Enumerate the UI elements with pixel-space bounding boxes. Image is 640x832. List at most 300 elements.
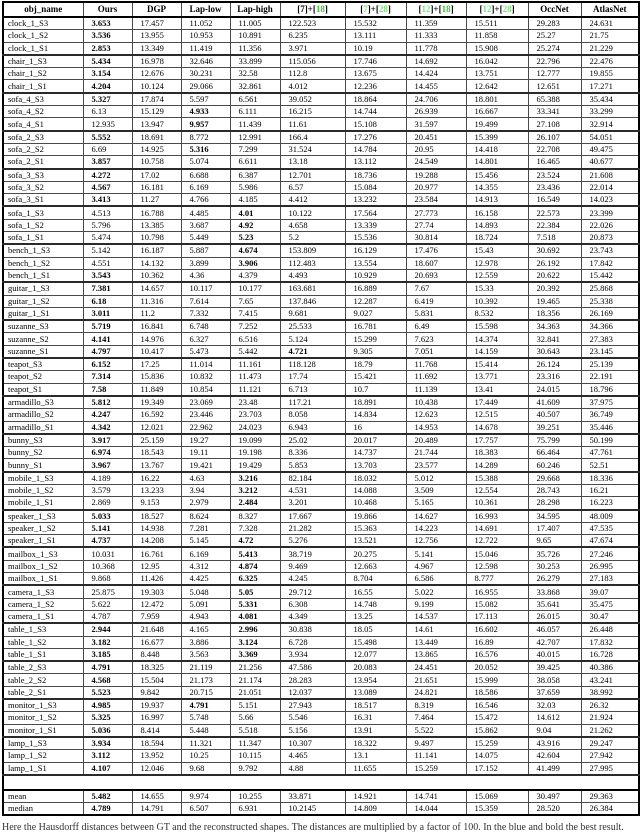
row-label: teapot_S2	[3, 371, 83, 383]
value-cell: 11.014	[181, 358, 230, 371]
value-cell: 43.241	[581, 674, 639, 686]
value-cell: 15.399	[466, 131, 528, 144]
value-cell: 5.597	[181, 93, 230, 106]
value-cell: 18.05	[345, 623, 406, 636]
value-cell: 18.891	[345, 396, 406, 409]
value-cell: 11.356	[230, 42, 280, 55]
value-cell: 34.363	[528, 320, 581, 333]
value-cell: 16.187	[132, 244, 181, 257]
table-row	[3, 750, 639, 762]
value-cell: 22.796	[528, 55, 581, 68]
value-cell: 5.474	[83, 232, 132, 245]
row-label: lamp_1_S3	[3, 737, 83, 750]
value-cell: 27.74	[406, 219, 466, 231]
value-cell: 13.449	[406, 636, 466, 648]
table-row	[3, 93, 639, 106]
value-cell: 12.046	[132, 762, 181, 775]
value-cell: 10.361	[466, 497, 528, 510]
value-cell: 115.056	[280, 55, 345, 68]
header-text: ]+[	[367, 4, 379, 14]
table-row	[3, 333, 639, 345]
value-cell: 17.476	[406, 244, 466, 257]
value-cell: 22.708	[528, 143, 581, 155]
value-cell: 13.675	[345, 68, 406, 80]
value-cell: 137.846	[280, 295, 345, 307]
table-row	[3, 282, 639, 295]
value-cell: 15.414	[466, 358, 528, 371]
row-label: sofa_4_S3	[3, 93, 83, 106]
value-cell: 11.316	[132, 295, 181, 307]
header-text: Lap-high	[237, 4, 273, 14]
value-cell: 60.246	[528, 459, 581, 472]
value-cell: 19.11	[181, 447, 230, 459]
value-cell: 16.129	[345, 244, 406, 257]
value-cell: 27.943	[280, 699, 345, 712]
table-row	[3, 674, 639, 686]
value-cell: 38.058	[528, 674, 581, 686]
value-cell: 8.336	[280, 447, 345, 459]
value-cell: 23.48	[230, 396, 280, 409]
value-cell: 25.159	[132, 434, 181, 447]
value-cell: 6.49	[406, 320, 466, 333]
row-label: camera_1_S1	[3, 610, 83, 623]
value-cell: 21.75	[581, 30, 639, 42]
value-cell: 23.703	[230, 409, 280, 421]
value-cell: 65.388	[528, 93, 581, 106]
value-cell: 16.667	[466, 106, 528, 118]
row-label: camera_1_S3	[3, 585, 83, 598]
value-cell: 21.648	[132, 623, 181, 636]
value-cell: 10.758	[132, 156, 181, 169]
column-header	[3, 2, 83, 17]
value-cell: 14.913	[466, 194, 528, 207]
value-cell: 17.842	[581, 257, 639, 269]
value-cell: 9.681	[280, 307, 345, 320]
value-cell: 13.233	[132, 484, 181, 496]
header-text: DGP	[147, 4, 166, 14]
value-cell: 8.414	[132, 724, 181, 737]
value-cell: 32.861	[230, 80, 280, 93]
value-cell: 9.957	[181, 118, 230, 131]
header-text: OccNet	[540, 4, 569, 14]
value-cell: 17.25	[132, 358, 181, 371]
value-cell: 4.01	[230, 206, 280, 219]
value-cell: 21.282	[280, 522, 345, 534]
row-label: speaker_1_S2	[3, 522, 83, 534]
value-cell: 22.014	[581, 181, 639, 193]
row-label: mean	[3, 790, 83, 803]
value-cell: 11.359	[406, 17, 466, 30]
value-cell: 29.247	[581, 737, 639, 750]
value-cell: 15.456	[466, 169, 528, 182]
value-cell: 7.252	[230, 320, 280, 333]
value-cell: 17.757	[466, 434, 528, 447]
value-cell: 117.21	[280, 396, 345, 409]
header-text: ]+[	[491, 4, 503, 14]
value-cell: 16.158	[466, 206, 528, 219]
row-label: teapot_S3	[3, 358, 83, 371]
value-cell: 3.579	[83, 484, 132, 496]
value-cell: 32.03	[528, 699, 581, 712]
value-cell: 3.857	[83, 156, 132, 169]
value-cell: 27.108	[528, 118, 581, 131]
value-cell: 5.434	[83, 55, 132, 68]
value-cell: 4.551	[83, 257, 132, 269]
value-cell: 6.69	[83, 143, 132, 155]
value-cell: 14.023	[581, 194, 639, 207]
row-label: mobile_1_S3	[3, 472, 83, 485]
value-cell: 10.438	[406, 396, 466, 409]
value-cell: 6.728	[280, 636, 345, 648]
value-cell: 8.327	[230, 510, 280, 523]
value-cell: 6.13	[83, 106, 132, 118]
value-cell: 25.274	[528, 42, 581, 55]
value-cell: 4.567	[83, 181, 132, 193]
value-cell: 2.979	[181, 497, 230, 510]
value-cell: 118.128	[280, 358, 345, 371]
value-cell: 19.099	[230, 434, 280, 447]
header-text: 18	[441, 4, 451, 14]
value-cell: 15.536	[345, 232, 406, 245]
value-cell: 10.19	[345, 42, 406, 55]
value-cell: 14.809	[345, 803, 406, 816]
value-cell: 19.303	[132, 585, 181, 598]
table-row	[3, 585, 639, 598]
value-cell: 21.173	[181, 674, 230, 686]
value-cell: 112.8	[280, 68, 345, 80]
value-cell: 11.321	[181, 737, 230, 750]
value-cell: 39.052	[280, 93, 345, 106]
value-cell: 14.692	[406, 55, 466, 68]
value-cell: 11.692	[406, 371, 466, 383]
value-cell: 4.513	[83, 206, 132, 219]
row-label: speaker_1_S3	[3, 510, 83, 523]
value-cell: 20.977	[406, 181, 466, 193]
value-cell: 20.622	[528, 269, 581, 282]
value-cell: 11.139	[406, 383, 466, 396]
value-cell: 10.177	[230, 282, 280, 295]
value-cell: 10.953	[181, 30, 230, 42]
value-cell: 8.704	[345, 573, 406, 586]
value-cell: 5.748	[181, 712, 230, 724]
value-cell: 16.223	[581, 497, 639, 510]
value-cell: 13.112	[345, 156, 406, 169]
value-cell: 18.356	[528, 307, 581, 320]
value-cell: 16.55	[345, 585, 406, 598]
value-cell: 12.077	[345, 648, 406, 661]
value-cell: 11.419	[181, 42, 230, 55]
value-cell: 3.94	[181, 484, 230, 496]
value-cell: 13.25	[345, 610, 406, 623]
value-cell: 15.046	[466, 547, 528, 560]
value-cell: 4.012	[280, 80, 345, 93]
value-cell: 16.728	[581, 648, 639, 661]
value-cell: 7.415	[230, 307, 280, 320]
value-cell: 5.482	[83, 790, 132, 803]
value-cell: 33.868	[528, 585, 581, 598]
value-cell: 7.381	[83, 282, 132, 295]
value-cell: 4.141	[83, 333, 132, 345]
value-cell: 5.151	[230, 699, 280, 712]
row-label: monitor_1_S3	[3, 699, 83, 712]
value-cell: 5.091	[181, 598, 230, 610]
table-row	[3, 459, 639, 472]
value-cell: 17.02	[132, 169, 181, 182]
value-cell: 2.484	[230, 497, 280, 510]
value-cell: 15.836	[132, 371, 181, 383]
table-row	[3, 181, 639, 193]
value-cell: 16.788	[132, 206, 181, 219]
value-cell: 6.561	[230, 93, 280, 106]
header-text: 28	[502, 4, 512, 14]
value-cell: 18.724	[466, 232, 528, 245]
value-cell: 5.325	[83, 712, 132, 724]
row-label: table_1_S3	[3, 623, 83, 636]
value-cell: 54.051	[581, 131, 639, 144]
value-cell: 14.159	[466, 345, 528, 358]
table-row	[3, 421, 639, 434]
value-cell: 27.773	[406, 206, 466, 219]
value-cell: 18.032	[345, 472, 406, 485]
value-cell: 5.2	[280, 232, 345, 245]
value-cell: 16.993	[466, 510, 528, 523]
value-cell: 15.532	[345, 17, 406, 30]
value-cell: 13.955	[132, 30, 181, 42]
value-cell: 25.533	[280, 320, 345, 333]
value-cell: 6.507	[181, 803, 230, 816]
value-cell: 17.271	[581, 80, 639, 93]
table-caption: Here the Hausdorff distances between GT and the reconstructed shapes. The distances are multiplied by a factor of 100. In the blue and bold the best result.	[2, 822, 624, 832]
value-cell: 11.426	[132, 573, 181, 586]
value-cell: 17.74	[280, 371, 345, 383]
value-cell: 25.868	[581, 282, 639, 295]
value-cell: 14.455	[406, 80, 466, 93]
value-cell: 5.812	[83, 396, 132, 409]
table-row	[3, 206, 639, 219]
value-cell: 23.316	[528, 371, 581, 383]
table-row	[3, 345, 639, 358]
value-cell: 16.602	[466, 623, 528, 636]
value-cell: 31.524	[280, 143, 345, 155]
value-cell: 3.212	[230, 484, 280, 496]
header-text: ]	[324, 4, 328, 14]
value-cell: 20.489	[406, 434, 466, 447]
value-cell: 7.58	[83, 383, 132, 396]
table-row	[3, 17, 639, 30]
table-row	[3, 712, 639, 724]
table-row	[3, 118, 639, 131]
value-cell: 12.559	[466, 269, 528, 282]
value-cell: 4.165	[181, 623, 230, 636]
table-row	[3, 383, 639, 396]
value-cell: 25.02	[280, 434, 345, 447]
header-text: ]+[	[304, 4, 316, 14]
value-cell: 14.075	[466, 750, 528, 762]
value-cell: 4.787	[83, 610, 132, 623]
value-cell: 16.889	[345, 282, 406, 295]
row-label: bench_1_S1	[3, 269, 83, 282]
row-label: table_2_S2	[3, 674, 83, 686]
value-cell: 12.777	[528, 68, 581, 80]
value-cell: 11.347	[230, 737, 280, 750]
value-cell: 7.623	[406, 333, 466, 345]
value-cell: 4.72	[230, 535, 280, 548]
table-row	[3, 42, 639, 55]
value-cell: 13.865	[406, 648, 466, 661]
row-label: table_1_S1	[3, 648, 83, 661]
value-cell: 12.515	[466, 409, 528, 421]
value-cell: 3.413	[83, 194, 132, 207]
row-label: sofa_3_S2	[3, 181, 83, 193]
value-cell: 122.523	[280, 17, 345, 30]
value-cell: 6.235	[280, 30, 345, 42]
value-cell: 17.564	[345, 206, 406, 219]
value-cell: 13.232	[345, 194, 406, 207]
table-row	[3, 131, 639, 144]
value-cell: 5.145	[181, 535, 230, 548]
table-row	[3, 623, 639, 636]
value-cell: 11.655	[345, 762, 406, 775]
value-cell: 16.592	[132, 409, 181, 421]
value-cell: 3.154	[83, 68, 132, 80]
results-table	[2, 1, 640, 816]
value-cell: 10.417	[132, 345, 181, 358]
header-text: Lap-low	[189, 4, 222, 14]
value-cell: 5.546	[280, 712, 345, 724]
value-cell: 15.259	[406, 762, 466, 775]
value-cell: 153.809	[280, 244, 345, 257]
value-cell: 15.908	[466, 42, 528, 55]
table-row	[3, 484, 639, 496]
value-cell: 12.472	[132, 598, 181, 610]
value-cell: 23.069	[181, 396, 230, 409]
value-cell: 12.701	[280, 169, 345, 182]
value-cell: 5.316	[181, 143, 230, 155]
value-cell: 19.499	[466, 118, 528, 131]
table-row	[3, 169, 639, 182]
value-cell: 21.174	[230, 674, 280, 686]
value-cell: 5.523	[83, 686, 132, 699]
value-cell: 5.986	[230, 181, 280, 193]
value-cell: 9.153	[132, 497, 181, 510]
value-cell: 3.201	[280, 497, 345, 510]
value-cell: 18.336	[581, 472, 639, 485]
value-cell: 39.425	[528, 661, 581, 674]
value-cell: 4.412	[280, 194, 345, 207]
value-cell: 4.797	[83, 345, 132, 358]
header-text: ]	[450, 4, 454, 14]
value-cell: 18.801	[466, 93, 528, 106]
value-cell: 47.674	[581, 535, 639, 548]
header-text: obj_name	[24, 4, 63, 14]
value-cell: 47.535	[581, 522, 639, 534]
value-cell: 4.63	[181, 472, 230, 485]
value-cell: 5.142	[83, 244, 132, 257]
value-cell: 8.624	[181, 510, 230, 523]
value-cell: 26.015	[528, 610, 581, 623]
value-cell: 42.604	[528, 750, 581, 762]
value-cell: 14.537	[406, 610, 466, 623]
value-cell: 19.27	[181, 434, 230, 447]
table-row	[3, 535, 639, 548]
value-cell: 3.934	[280, 648, 345, 661]
value-cell: 6.611	[230, 156, 280, 169]
value-cell: 15.259	[466, 737, 528, 750]
value-cell: 9.65	[528, 535, 581, 548]
value-cell: 18.79	[345, 358, 406, 371]
value-cell: 14.678	[466, 421, 528, 434]
table-row	[3, 30, 639, 42]
value-cell: 16.215	[280, 106, 345, 118]
row-label: table_1_S2	[3, 636, 83, 648]
value-cell: 15.421	[345, 371, 406, 383]
value-cell: 5.413	[230, 547, 280, 560]
value-cell: 26.995	[581, 560, 639, 572]
value-cell: 12.236	[345, 80, 406, 93]
table-row	[3, 803, 639, 816]
value-cell: 13.703	[345, 459, 406, 472]
value-cell: 6.18	[83, 295, 132, 307]
value-cell: 4.189	[83, 472, 132, 485]
value-cell: 13.947	[132, 118, 181, 131]
value-cell: 14.938	[132, 522, 181, 534]
value-cell: 14.925	[132, 143, 181, 155]
value-cell: 8.532	[466, 307, 528, 320]
value-cell: 32.646	[181, 55, 230, 68]
value-cell: 35.446	[581, 421, 639, 434]
value-cell: 14.655	[132, 790, 181, 803]
value-cell: 35.641	[528, 598, 581, 610]
value-cell: 15.999	[466, 674, 528, 686]
value-cell: 7.518	[528, 232, 581, 245]
value-cell: 13.18	[280, 156, 345, 169]
value-cell: 24.706	[406, 93, 466, 106]
table-row	[3, 790, 639, 803]
header-text: ]	[511, 4, 515, 14]
value-cell: 2.944	[83, 623, 132, 636]
value-cell: 75.799	[528, 434, 581, 447]
value-cell: 16.546	[466, 699, 528, 712]
value-cell: 5.022	[406, 585, 466, 598]
value-cell: 2.853	[83, 42, 132, 55]
value-cell: 16.955	[466, 585, 528, 598]
value-cell: 17.113	[466, 610, 528, 623]
value-cell: 3.011	[83, 307, 132, 320]
value-cell: 5.074	[181, 156, 230, 169]
value-cell: 19.198	[230, 447, 280, 459]
value-cell: 6.152	[83, 358, 132, 371]
value-cell: 4.88	[280, 762, 345, 775]
header-text: 7	[363, 4, 368, 14]
value-cell: 4.933	[181, 106, 230, 118]
value-cell: 12.021	[132, 421, 181, 434]
value-cell: 14.355	[466, 181, 528, 193]
value-cell: 4.721	[280, 345, 345, 358]
value-cell: 30.231	[181, 68, 230, 80]
row-label: mobile_1_S2	[3, 484, 83, 496]
value-cell: 7.67	[406, 282, 466, 295]
value-cell: 14.61	[406, 623, 466, 636]
value-cell: 24.631	[581, 17, 639, 30]
value-cell: 25.875	[83, 585, 132, 598]
value-cell: 4.493	[280, 269, 345, 282]
value-cell: 23.524	[528, 169, 581, 182]
value-cell: 14.748	[345, 598, 406, 610]
value-cell: 4.766	[181, 194, 230, 207]
table-row	[3, 497, 639, 510]
row-label: sofa_3_S3	[3, 169, 83, 182]
value-cell: 6.688	[181, 169, 230, 182]
